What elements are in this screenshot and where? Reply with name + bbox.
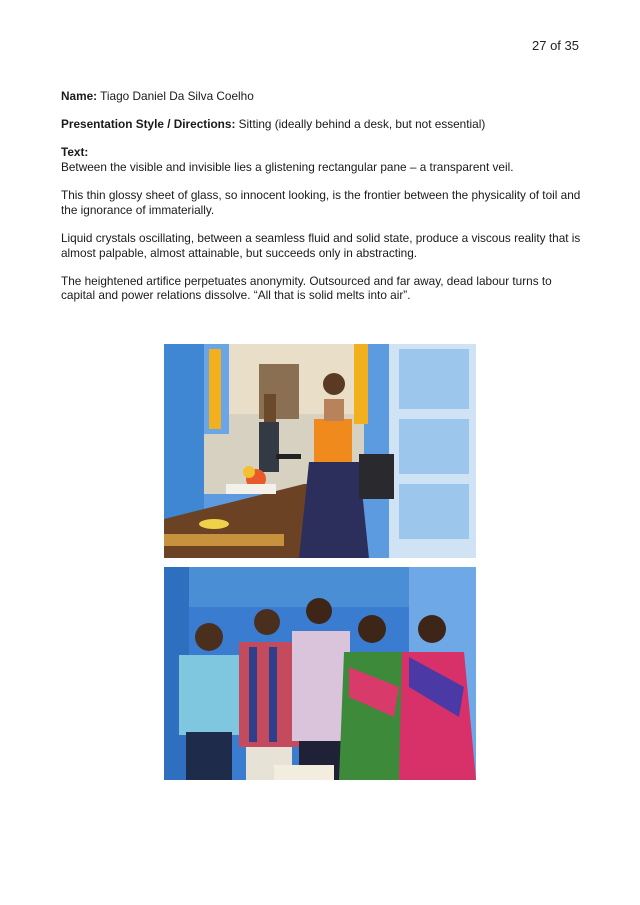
presentation-value: Sitting (ideally behind a desk, but not essential) <box>238 117 486 132</box>
text-label: Text: <box>61 145 89 160</box>
photo-group <box>164 567 476 780</box>
photo-computer-desk-illustration <box>164 344 476 558</box>
name-value: Tiago Daniel Da Silva Coelho <box>100 89 254 103</box>
name-line <box>61 89 581 104</box>
paragraph: The heightened artifice perpetuates anonymity. Outsourced and far away, dead labour turns to capital and power relations dissolve. “All that is solid melts into air”. <box>61 273 552 303</box>
document-body <box>61 89 581 317</box>
presentation-label: Presentation Style / Directions: <box>61 117 236 132</box>
presentation-line <box>61 117 581 132</box>
paragraph: Between the visible and invisible lies a glistening rectangular pane – a transparent veil. <box>61 159 514 174</box>
paragraph: This thin glossy sheet of glass, so innocent looking, is the frontier between the physicality of toil and the ignorance of immaterially. <box>61 188 581 217</box>
page-number: 27 of 35 <box>532 38 579 53</box>
name-label: Name: <box>61 89 98 103</box>
paragraph: Liquid crystals oscillating, between a seamless fluid and solid state, produce a viscous reality that is almost palpable, almost attainable, but succeeds only in abstracting. <box>61 230 581 260</box>
photo-group-illustration <box>164 567 476 780</box>
photo-computer-desk <box>164 344 476 558</box>
